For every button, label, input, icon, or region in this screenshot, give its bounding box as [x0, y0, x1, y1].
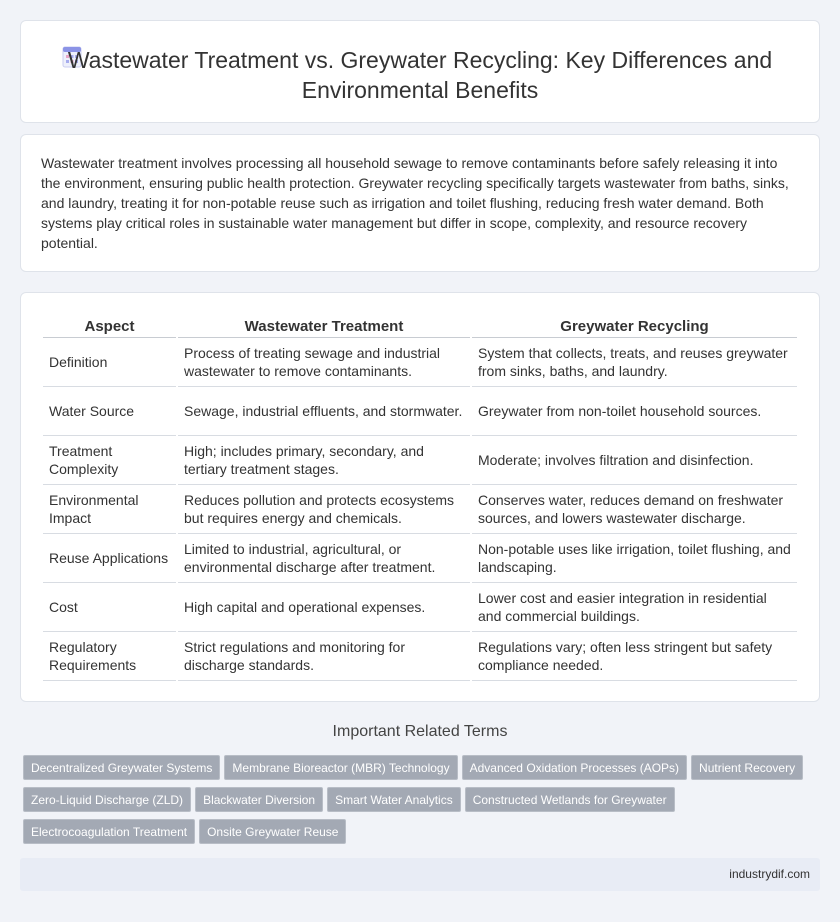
- cell-wastewater: Limited to industrial, agricultural, or environmental discharge after treatment.: [178, 534, 470, 583]
- related-term-tag[interactable]: Blackwater Diversion: [195, 787, 323, 812]
- cell-greywater: Greywater from non-toilet household sources.: [472, 387, 797, 436]
- table-row: [43, 338, 797, 387]
- cell-greywater: Non-potable uses like irrigation, toilet flushing, and landscaping.: [472, 534, 797, 583]
- cell-wastewater: Sewage, industrial effluents, and stormwater.: [178, 387, 470, 436]
- related-term-tag[interactable]: Smart Water Analytics: [327, 787, 461, 812]
- cell-greywater: System that collects, treats, and reuses greywater from sinks, baths, and laundry.: [472, 338, 797, 387]
- cell-wastewater: Reduces pollution and protects ecosystems but requires energy and chemicals.: [178, 485, 470, 534]
- cell-wastewater: Process of treating sewage and industrial wastewater to remove contaminants.: [178, 338, 470, 387]
- cell-aspect: Environmental Impact: [43, 485, 176, 534]
- page-title: Wastewater Treatment vs. Greywater Recycling: Key Differences and Environmental Benefits: [67, 47, 773, 103]
- cell-wastewater: Strict regulations and monitoring for discharge standards.: [178, 632, 470, 681]
- related-term-tag[interactable]: Membrane Bioreactor (MBR) Technology: [224, 755, 457, 780]
- related-term-tag[interactable]: Advanced Oxidation Processes (AOPs): [462, 755, 687, 780]
- table-header-row: [43, 313, 797, 338]
- cell-greywater: Moderate; involves filtration and disinfection.: [472, 436, 797, 485]
- header-wastewater: Wastewater Treatment: [178, 313, 470, 338]
- related-term-tag[interactable]: Nutrient Recovery: [691, 755, 803, 780]
- table-row: [43, 485, 797, 534]
- related-term-tag[interactable]: Decentralized Greywater Systems: [23, 755, 220, 780]
- cell-aspect: Treatment Complexity: [43, 436, 176, 485]
- intro-paragraph: Wastewater treatment involves processing all household sewage to remove contaminants before safely releasing it into the environment, ensuring public health protection. Greywater recycling specifically targets wastewater from baths, sinks, and laundry, treating it for non-potable reuse such as irrigation and toilet flushing, reducing fresh water demand. Both systems play critical roles in sustainable water management but differ in scope, complexity, and resource recovery potential.: [41, 155, 789, 251]
- related-term-tag[interactable]: Electrocoagulation Treatment: [23, 819, 195, 844]
- cell-aspect: Regulatory Requirements: [43, 632, 176, 681]
- related-term-tag[interactable]: Constructed Wetlands for Greywater: [465, 787, 675, 812]
- title-card: [20, 20, 820, 123]
- related-terms-list: [23, 755, 823, 851]
- cell-greywater: Regulations vary; often less stringent but safety compliance needed.: [472, 632, 797, 681]
- cell-aspect: Water Source: [43, 387, 176, 436]
- related-term-tag[interactable]: Onsite Greywater Reuse: [199, 819, 346, 844]
- cell-aspect: Reuse Applications: [43, 534, 176, 583]
- table-row: [43, 632, 797, 681]
- header-greywater: Greywater Recycling: [472, 313, 797, 338]
- related-terms-heading: Important Related Terms: [332, 723, 508, 740]
- table-row: [43, 534, 797, 583]
- table-row: [43, 387, 797, 436]
- intro-card: [20, 134, 820, 272]
- cell-greywater: Conserves water, reduces demand on freshwater sources, and lowers wastewater discharge.: [472, 485, 797, 534]
- table-row: [43, 436, 797, 485]
- cell-greywater: Lower cost and easier integration in residential and commercial buildings.: [472, 583, 797, 632]
- cell-wastewater: High; includes primary, secondary, and tertiary treatment stages.: [178, 436, 470, 485]
- comparison-table: [41, 313, 799, 681]
- related-term-tag[interactable]: Zero-Liquid Discharge (ZLD): [23, 787, 191, 812]
- footer-site-link[interactable]: industrydif.com: [729, 867, 810, 881]
- comparison-card: [20, 292, 820, 702]
- header-aspect: Aspect: [43, 313, 176, 338]
- cell-aspect: Definition: [43, 338, 176, 387]
- table-row: [43, 583, 797, 632]
- cell-wastewater: High capital and operational expenses.: [178, 583, 470, 632]
- footer: [20, 858, 820, 891]
- cell-aspect: Cost: [43, 583, 176, 632]
